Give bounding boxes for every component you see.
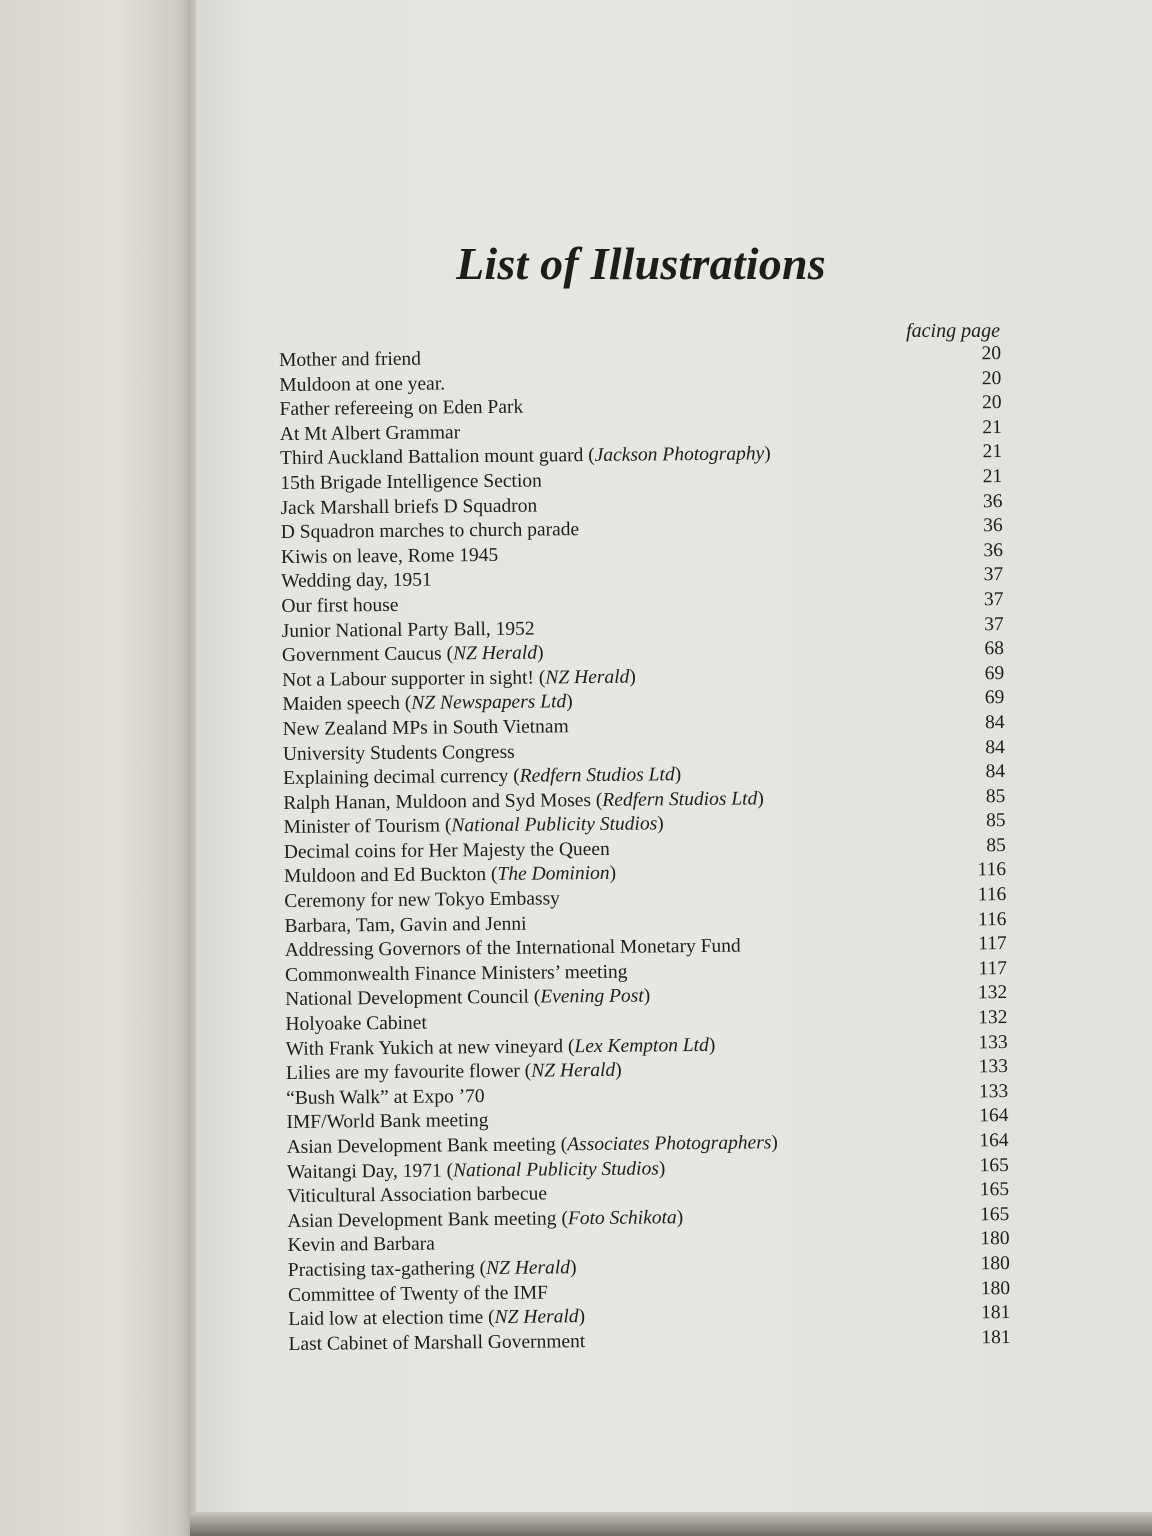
illustration-caption [282, 617, 535, 644]
caption-text: Committee of Twenty of the IMF [287, 1282, 549, 1306]
illustration-caption: Muldoon and Ed Buckton (The Dominion) [283, 863, 617, 888]
caption-text: Wedding day, 1951 [281, 569, 432, 593]
illustration-caption: National Development Council (Evening Post) [285, 985, 651, 1011]
illustration-caption: Ralph Hanan, Muldoon and Syd Moses (Redfern Studios Ltd) [283, 788, 764, 814]
illustration-caption: Explaining decimal currency (Redfern Studios Ltd) [283, 764, 682, 790]
illustration-caption [280, 421, 461, 447]
caption-text: IMF/World Bank meeting [286, 1110, 489, 1134]
caption-text: Muldoon at one year. [279, 373, 446, 396]
caption-text: Our first house [281, 594, 399, 617]
caption-text: Jack Marshall briefs D Squadron [280, 495, 538, 519]
photo-credit: NZ Herald [531, 1060, 616, 1082]
photo-credit: National Publicity Studios [451, 813, 658, 837]
caption-text: 15th Brigade Intelligence Section [280, 470, 542, 494]
caption-text: Asian Development Bank meeting [287, 1208, 557, 1232]
caption-text: At Mt Albert Grammar [279, 422, 461, 445]
illustration-caption: Waitangi Day, 1971 (National Publicity Studios) [286, 1157, 666, 1183]
illustration-caption [281, 594, 398, 620]
photo-credit: Foto Schikota [567, 1207, 677, 1230]
facing-page-number: 20 [981, 367, 1002, 389]
facing-page-number: 36 [983, 539, 1004, 561]
illustration-caption [281, 569, 432, 595]
facing-page-number: 181 [981, 1326, 1011, 1349]
illustration-caption: Government Caucus (NZ Herald) [281, 642, 544, 667]
photo-credit: Redfern Studios Ltd [519, 764, 675, 787]
illustration-caption: Practising tax-gathering (NZ Herald) [287, 1257, 577, 1281]
caption-text: Last Cabinet of Marshall Government [288, 1330, 586, 1355]
illustration-caption: Lilies are my favourite flower (NZ Herald) [285, 1059, 622, 1085]
illustration-caption [279, 348, 421, 374]
facing-page-number: 165 [979, 1203, 1010, 1226]
facing-page-number: 21 [982, 441, 1003, 463]
caption-text: Mother and friend [279, 348, 422, 371]
illustration-caption: Asian Development Bank meeting (Foto Schikota) [287, 1206, 684, 1232]
illustration-caption [285, 1012, 427, 1038]
facing-page-number: 85 [985, 810, 1006, 832]
photo-credit: Jackson Photography [594, 443, 765, 467]
facing-page-number: 37 [983, 588, 1004, 611]
facing-page-number: 37 [984, 613, 1004, 635]
facing-page-number: 180 [980, 1228, 1010, 1250]
photo-credit: Redfern Studios Ltd [602, 788, 758, 811]
facing-page-number: 36 [982, 490, 1003, 512]
facing-page-number: 69 [984, 687, 1005, 709]
facing-page-number: 133 [978, 1031, 1008, 1053]
illustration-caption [283, 715, 569, 742]
caption-text: Asian Development Bank meeting [286, 1134, 556, 1158]
facing-page-number: 117 [978, 933, 1007, 955]
illustration-caption: Third Auckland Battalion mount guard (Jackson Photography) [279, 443, 771, 470]
caption-text: Explaining decimal currency [283, 765, 509, 790]
caption-text: Laid low at election time [288, 1307, 484, 1331]
illustration-caption [281, 518, 580, 545]
photo-credit: Lex Kempton Ltd [574, 1034, 709, 1057]
facing-page-number: 180 [980, 1277, 1011, 1299]
facing-page-number: 132 [977, 982, 1008, 1004]
facing-page-number: 181 [980, 1302, 1011, 1324]
caption-text: D Squadron marches to church parade [280, 519, 580, 544]
facing-page-number: 116 [977, 859, 1007, 881]
photo-credit: NZ Herald [452, 642, 538, 665]
caption-text: “Bush Walk” at Expo ’70 [286, 1085, 485, 1109]
caption-text: Government Caucus [281, 643, 442, 667]
facing-page-number: 164 [979, 1130, 1009, 1152]
illustration-caption [287, 1233, 435, 1259]
caption-text: Not a Labour supporter in sight! [282, 667, 535, 691]
illustration-caption: With Frank Yukich at new vineyard (Lex Kempton Ltd) [285, 1034, 716, 1060]
facing-page-number: 133 [978, 1056, 1009, 1078]
caption-text: Lilies are my favourite flower [285, 1060, 520, 1085]
illustration-caption [281, 544, 498, 571]
photo-credit: NZ Herald [545, 666, 630, 689]
facing-page-number: 21 [982, 466, 1003, 488]
facing-page-number: 84 [985, 761, 1006, 783]
caption-text: Barbara, Tam, Gavin and Jenni [284, 913, 527, 937]
page-bottom-edge [190, 1512, 1152, 1536]
facing-page-number: 85 [985, 785, 1006, 807]
photo-credit: NZ Herald [494, 1306, 579, 1329]
illustration-caption: Laid low at election time (NZ Herald) [288, 1306, 586, 1331]
illustration-caption [283, 740, 515, 767]
facing-page-number: 133 [978, 1080, 1009, 1103]
caption-text: Commonwealth Finance Ministers’ meeting [284, 961, 628, 986]
facing-page-number: 164 [979, 1105, 1009, 1127]
illustration-caption [279, 372, 445, 398]
facing-page-number: 69 [984, 662, 1005, 684]
facing-page-number: 20 [981, 392, 1002, 414]
caption-text: Kevin and Barbara [287, 1233, 435, 1257]
illustration-caption: Maiden speech (NZ Newspapers Ltd) [282, 691, 573, 716]
caption-text: Addressing Governors of the International Monetary Fund [284, 935, 741, 962]
facing-page-number: 165 [979, 1154, 1009, 1176]
illustration-caption [284, 912, 526, 939]
illustration-caption: Not a Labour supporter in sight! (NZ Herald) [282, 666, 636, 691]
caption-text: Waitangi Day, 1971 [286, 1160, 442, 1183]
page-title: List of Illustrations [456, 237, 826, 289]
caption-text: Ralph Hanan, Muldoon and Syd Moses [283, 789, 592, 814]
illustration-caption [286, 1085, 485, 1111]
caption-text: Practising tax-gathering [287, 1258, 475, 1281]
facing-page-number: 165 [979, 1179, 1010, 1201]
caption-text: Kiwis on leave, Rome 1945 [280, 544, 499, 568]
photo-credit: NZ Newspapers Ltd [411, 691, 567, 715]
facing-page-number: 116 [977, 908, 1007, 930]
facing-page-number: 180 [980, 1252, 1010, 1275]
caption-text: Ceremony for new Tokyo Embassy [284, 888, 560, 913]
caption-text: Minister of Tourism [283, 815, 441, 839]
caption-text: Viticultural Association barbecue [287, 1183, 548, 1208]
photo-credit: Associates Photographers [567, 1132, 772, 1156]
facing-page-number: 116 [977, 884, 1007, 906]
facing-page-number: 37 [983, 564, 1004, 586]
illustration-caption [279, 396, 523, 423]
facing-page-number: 132 [978, 1007, 1008, 1029]
facing-page-number: 84 [985, 711, 1005, 734]
illustration-caption [285, 961, 628, 989]
photo-credit: NZ Herald [485, 1257, 571, 1280]
caption-text: Third Auckland Battalion mount guard [279, 445, 584, 470]
illustration-caption [286, 1109, 488, 1136]
illustration-caption [284, 838, 610, 866]
photo-credit: The Dominion [497, 863, 610, 886]
illustration-caption [285, 935, 741, 964]
illustration-caption [280, 469, 542, 496]
caption-text: New Zealand MPs in South Vietnam [282, 716, 569, 740]
facing-page-number: 20 [981, 343, 1002, 365]
caption-text: University Students Congress [282, 741, 515, 765]
illustration-caption [288, 1281, 548, 1308]
left-page [0, 0, 192, 1536]
caption-text: National Development Council [285, 987, 530, 1011]
illustrations-list [279, 342, 1011, 1357]
facing-page-number: 117 [978, 957, 1008, 980]
facing-page-number: 85 [986, 834, 1006, 857]
facing-page-header: facing page [906, 320, 1000, 342]
facing-page-number: 21 [982, 416, 1002, 439]
caption-text: Maiden speech [282, 693, 401, 716]
photo-credit: Evening Post [540, 985, 644, 1008]
caption-text: Father refereeing on Eden Park [279, 396, 524, 421]
illustration-caption [288, 1330, 585, 1357]
caption-text: Muldoon and Ed Buckton [283, 864, 487, 888]
illustration-caption: Minister of Tourism (National Publicity Studios) [283, 813, 664, 839]
illustration-caption [284, 887, 560, 914]
illustration-caption [280, 494, 537, 521]
caption-text: Holyoake Cabinet [285, 1012, 427, 1035]
photo-credit: National Publicity Studios [452, 1157, 659, 1181]
facing-page-number: 68 [984, 638, 1005, 660]
facing-page-number: 36 [983, 515, 1003, 537]
caption-text: Junior National Party Ball, 1952 [281, 618, 535, 642]
caption-text: With Frank Yukich at new vineyard [285, 1035, 564, 1060]
caption-text: Decimal coins for Her Majesty the Queen [283, 838, 610, 863]
illustration-caption: Asian Development Bank meeting (Associates Photographers) [286, 1132, 778, 1158]
facing-page-number: 84 [985, 736, 1005, 758]
illustration-caption [287, 1183, 547, 1210]
